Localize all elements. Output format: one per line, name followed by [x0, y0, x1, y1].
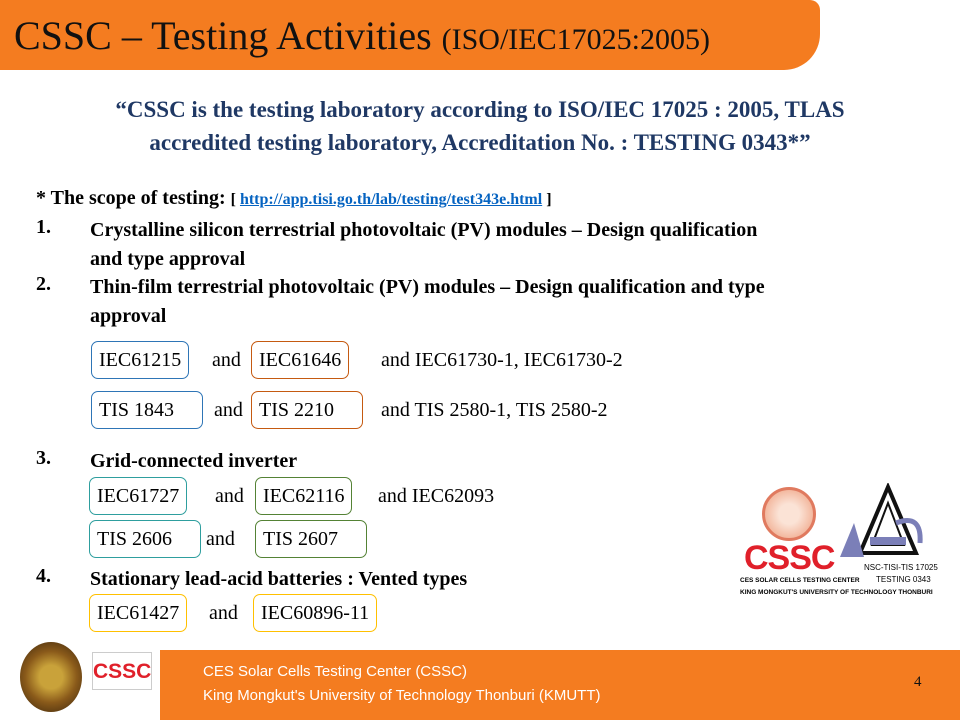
kmutt-seal-icon — [20, 642, 82, 712]
scope-line: * The scope of testing: [ http://app.tisi.go.th/lab/testing/test343e.html ] — [36, 187, 552, 209]
university-seal-icon — [762, 487, 816, 541]
standard-box: IEC62116 — [255, 477, 352, 515]
accreditation-quote: “CSSC is the testing laboratory according to ISO/IEC 17025 : 2005, TLAS accredited testing laboratory, Accreditation No. : TESTING 0343*” — [115, 97, 845, 155]
slide-title: CSSC – Testing Activities (ISO/IEC17025:2005) — [14, 13, 710, 58]
cssc-accreditation-logo: CSSC CES SOLAR CELLS TESTING CENTER NSC-TISI-TIS 17025 TESTING 0343 KING MONGKUT'S UNIVERSITY OF TECHNOLOGY THONBURI — [740, 483, 930, 603]
standard-box: IEC61646 — [251, 341, 349, 379]
cssc-logo-text: CSSC — [744, 539, 835, 577]
nac-logo-icon — [836, 483, 924, 563]
standard-box: TIS 1843 — [91, 391, 203, 429]
standard-box: TIS 2210 — [251, 391, 363, 429]
standard-box: TIS 2606 — [89, 520, 201, 558]
cssc-small-logo: CSSC — [92, 652, 152, 690]
standard-box: IEC61215 — [91, 341, 189, 379]
page-number: 4 — [914, 674, 922, 690]
standard-box: IEC60896-11 — [253, 594, 377, 632]
title-suffix: (ISO/IEC17025:2005) — [441, 23, 710, 56]
footer-text: CES Solar Cells Testing Center (CSSC) King Mongkut's University of Technology Thonburi (KMUTT) — [203, 663, 601, 704]
standard-box: TIS 2607 — [255, 520, 367, 558]
standard-box: IEC61427 — [89, 594, 187, 632]
scope-link[interactable]: http://app.tisi.go.th/lab/testing/test343e.html — [239, 191, 543, 208]
standard-box: IEC61727 — [89, 477, 187, 515]
